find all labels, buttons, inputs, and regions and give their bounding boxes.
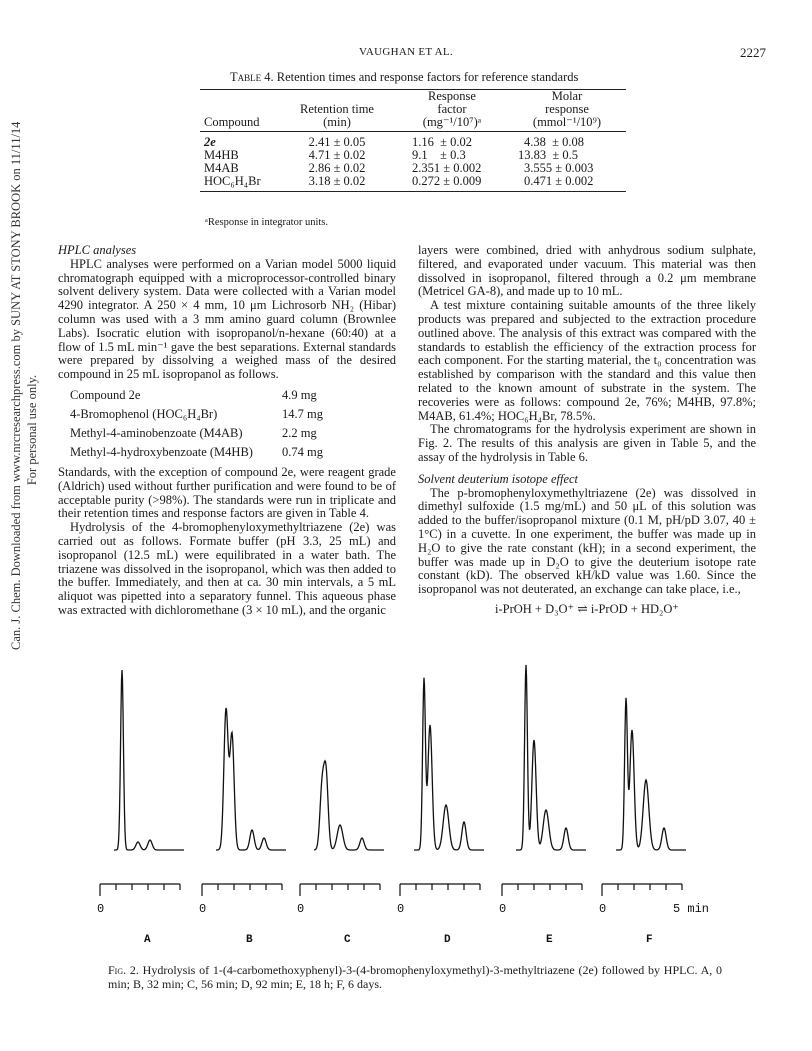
header-compound: Compound: [200, 116, 278, 132]
download-watermark: [2, 121, 46, 650]
panel-letter: F: [646, 934, 653, 946]
cell-compound: 2e: [204, 135, 216, 149]
header-mr-line1: Molar: [508, 90, 626, 104]
standard-mass: 2.2 mg: [282, 425, 317, 440]
paragraph: HPLC analyses were performed on a Varian model 5000 liquid chromatograph equipped with a microprocessor-controlled binary solvent delivery system. Data were collected with a Varian model 4290 integrator. A 250 × 4 mm, 10 μm Lichrosorb NH₂ (Hibar) column was used with a 3 mm amino guard column (Brownlee Labs). Isocratic elution with isopropanol/n-hexane (60:40) at a flow of 1.5 mL min⁻¹ gave the best separations. External standards were prepared by dissolving a weighed mass of the desired compound in 25 mL isopropanol as follows.: [58, 256, 396, 382]
cell-rf: 9.1 ± 0.3: [412, 148, 466, 162]
cell-rf: 1.16 ± 0.02: [412, 135, 472, 149]
standard-name: 4-Bromophenol (HOC₆H₄Br): [70, 406, 218, 421]
header-rf-line1: Response: [396, 90, 508, 104]
section-heading-hplc: HPLC analyses: [58, 243, 137, 257]
cell-compound: M4AB: [204, 161, 239, 175]
cell-rt: 3.18 ± 0.02: [278, 175, 396, 192]
cell-mr: 4.38 ± 0.08: [524, 135, 584, 149]
watermark-line-1: Can. J. Chem. Downloaded from www.nrcresearchpress.com by SUNY AT STONY BROOK on 11/11/14: [9, 121, 23, 650]
time-axis: [300, 884, 380, 896]
header-rt-line2: (min): [278, 116, 396, 132]
cell-rt: 2.86 ± 0.02: [308, 161, 366, 175]
page-number: 2227: [740, 45, 766, 60]
table-row: [200, 175, 626, 192]
chromatogram-trace: [314, 761, 384, 850]
right-column: [418, 244, 756, 617]
watermark-line-2: For personal use only.: [25, 374, 39, 486]
chromatogram-svg: [90, 660, 730, 960]
cell-rt: 2.41 ± 0.05: [308, 135, 366, 149]
standard-mass: 0.74 mg: [282, 444, 323, 459]
time-axis: [202, 884, 282, 896]
table-label: Table 4.: [230, 70, 274, 84]
paragraph: Hydrolysis of the 4-bromophenyloxymethyltriazene (2e) was carried out as follows. Formate buffer (pH 3.3, 25 mL) and isopropanol (12.5 mL) were equilibrated in a water bath. The triazene was dissolved in the isopropanol, which was then added to the buffer. Immediately, and then at ca. 30 min intervals, a 5 mL aliquot was pipetted into a separatory funnel. This aqueous phase was extracted with dichloromethane (3 × 10 mL), and the organic: [58, 520, 396, 617]
header-rf-line2: factor: [437, 102, 467, 116]
paragraph: The chromatograms for the hydrolysis experiment are shown in Fig. 2. The results of this analysis are given in Table 5, and the assay of the hydrolysis in Table 6.: [418, 422, 756, 464]
header-mr-line3: (mmol⁻¹/10⁹): [508, 116, 626, 132]
panel-letter: E: [546, 934, 553, 946]
cell-compound: M4HB: [204, 148, 239, 162]
list-item: [70, 424, 396, 443]
chromatogram-trace: [516, 665, 586, 850]
paragraph: The p-bromophenyloxymethyltriazene (2e) was dissolved in dimethyl sulfoxide (1.5 mg/mL) and 50 μL of this solution was added to the buffer/isopropanol mixture (0.1 M, pH/pD 3.07, 40 ± 1°C) in a cuvette. In one experiment, the buffer was made up in H₂O to give the rate constant (kH); in a second experiment, the buffer was made up in D₂O to give the deuterium isotope rate constant (kD). The observed kH/kD value was 1.60. Since the isopropanol was not deuterated, an exchange can take place, i.e.,: [418, 485, 756, 597]
chromatogram-trace: [616, 698, 686, 850]
chromatogram-trace: [114, 670, 184, 850]
running-head: VAUGHAN ET AL.: [359, 46, 453, 58]
panel-letter: C: [344, 934, 351, 946]
axis-zero-label: 0: [397, 902, 405, 916]
exchange-equation: i-PrOH + D₃O⁺ ⇌ i-PrOD + HD₂O⁺: [495, 601, 679, 616]
standard-mass: 4.9 mg: [282, 387, 317, 402]
paragraph: Standards, with the exception of compound 2e, were reagent grade (Aldrich) used without further purification and were found to be of acceptable purity (>98%). The standards were run in triplicate and their retention times and response factors are given in Table 4.: [58, 464, 396, 521]
retention-table: [200, 89, 626, 192]
cell-mr: 13.83 ± 0.5: [518, 148, 578, 162]
table-row: [200, 132, 626, 150]
axis-zero-label: 0: [499, 902, 507, 916]
axis-end-label: 5 min: [673, 902, 710, 916]
figure-caption: [108, 963, 722, 991]
panel-letter: B: [246, 934, 253, 946]
axis-zero-label: 0: [297, 902, 305, 916]
standards-list: [70, 386, 396, 462]
axis-zero-label: 0: [199, 902, 207, 916]
cell-compound: HOC₆H₄Br: [200, 175, 278, 192]
axis-zero-label: 0: [97, 902, 105, 916]
left-column: [58, 244, 396, 618]
time-axis: [400, 884, 480, 896]
cell-rf: 0.272 ± 0.009: [396, 175, 508, 192]
time-axis: [100, 884, 180, 896]
panel-letter: A: [144, 934, 151, 946]
figure-label: Fig. 2.: [108, 963, 139, 977]
chromatogram-trace: [216, 708, 286, 850]
chromatogram-trace: [414, 678, 484, 850]
panel-letter: D: [444, 934, 451, 946]
table-caption: [230, 70, 578, 85]
axis-zero-label: 0: [599, 902, 607, 916]
cell-rt: 4.71 ± 0.02: [308, 148, 366, 162]
standard-name: Methyl-4-hydroxybenzoate (M4HB): [70, 444, 253, 459]
figure-caption-text: Hydrolysis of 1-(4-carbomethoxyphenyl)-3-(4-bromophenyloxymethyl)-3-methyltriazene (2e) followed by HPLC. A, 0 min; B, 32 min; C, 56 min; D, 92 min; E, 18 h; F, 6 days.: [108, 963, 723, 991]
time-axis: [602, 884, 682, 896]
paragraph: A test mixture containing suitable amounts of the three likely products was prepared and subjected to the extraction procedure outlined above. The analysis of this extract was compared with the standards to establish the efficiency of the extraction process for each component. For the starting material, the t₀ concentration was established by comparison with the standard and this value then related to the known amount of substrate in the system. The recoveries were as follows: compound 2e, 76%; M4HB, 97.8%; M4AB, 61.4%; HOC₆H₄Br, 78.5%.: [418, 298, 756, 423]
hplc-figure: [90, 660, 730, 960]
table-footnote: ᵃResponse in integrator units.: [205, 217, 329, 228]
standard-mass: 14.7 mg: [282, 406, 323, 421]
standard-name: Methyl-4-aminobenzoate (M4AB): [70, 425, 243, 440]
table-caption-text: Retention times and response factors for reference standards: [276, 70, 579, 84]
cell-mr: 3.555 ± 0.003: [524, 161, 594, 175]
header-rf-line3: (mg⁻¹/10⁷)ᵃ: [396, 116, 508, 132]
cell-rf: 2.351 ± 0.002: [412, 161, 482, 175]
paragraph: layers were combined, dried with anhydrous sodium sulphate, filtered, and evaporated under vacuum. This material was then dissolved in isopropanol, filtered through a 0.2 μm membrane (Metricel GA-8), and made up to 10 mL.: [418, 243, 756, 299]
section-heading-isotope: Solvent deuterium isotope effect: [418, 471, 579, 486]
standard-name: Compound 2e: [70, 387, 141, 402]
list-item: [70, 405, 396, 424]
header-rt-line1: Retention time: [300, 102, 374, 116]
header-mr-line2: response: [545, 102, 589, 116]
list-item: [70, 443, 396, 462]
list-item: [70, 386, 396, 405]
time-axis: [502, 884, 582, 896]
cell-mr: 0.471 ± 0.002: [508, 175, 626, 192]
